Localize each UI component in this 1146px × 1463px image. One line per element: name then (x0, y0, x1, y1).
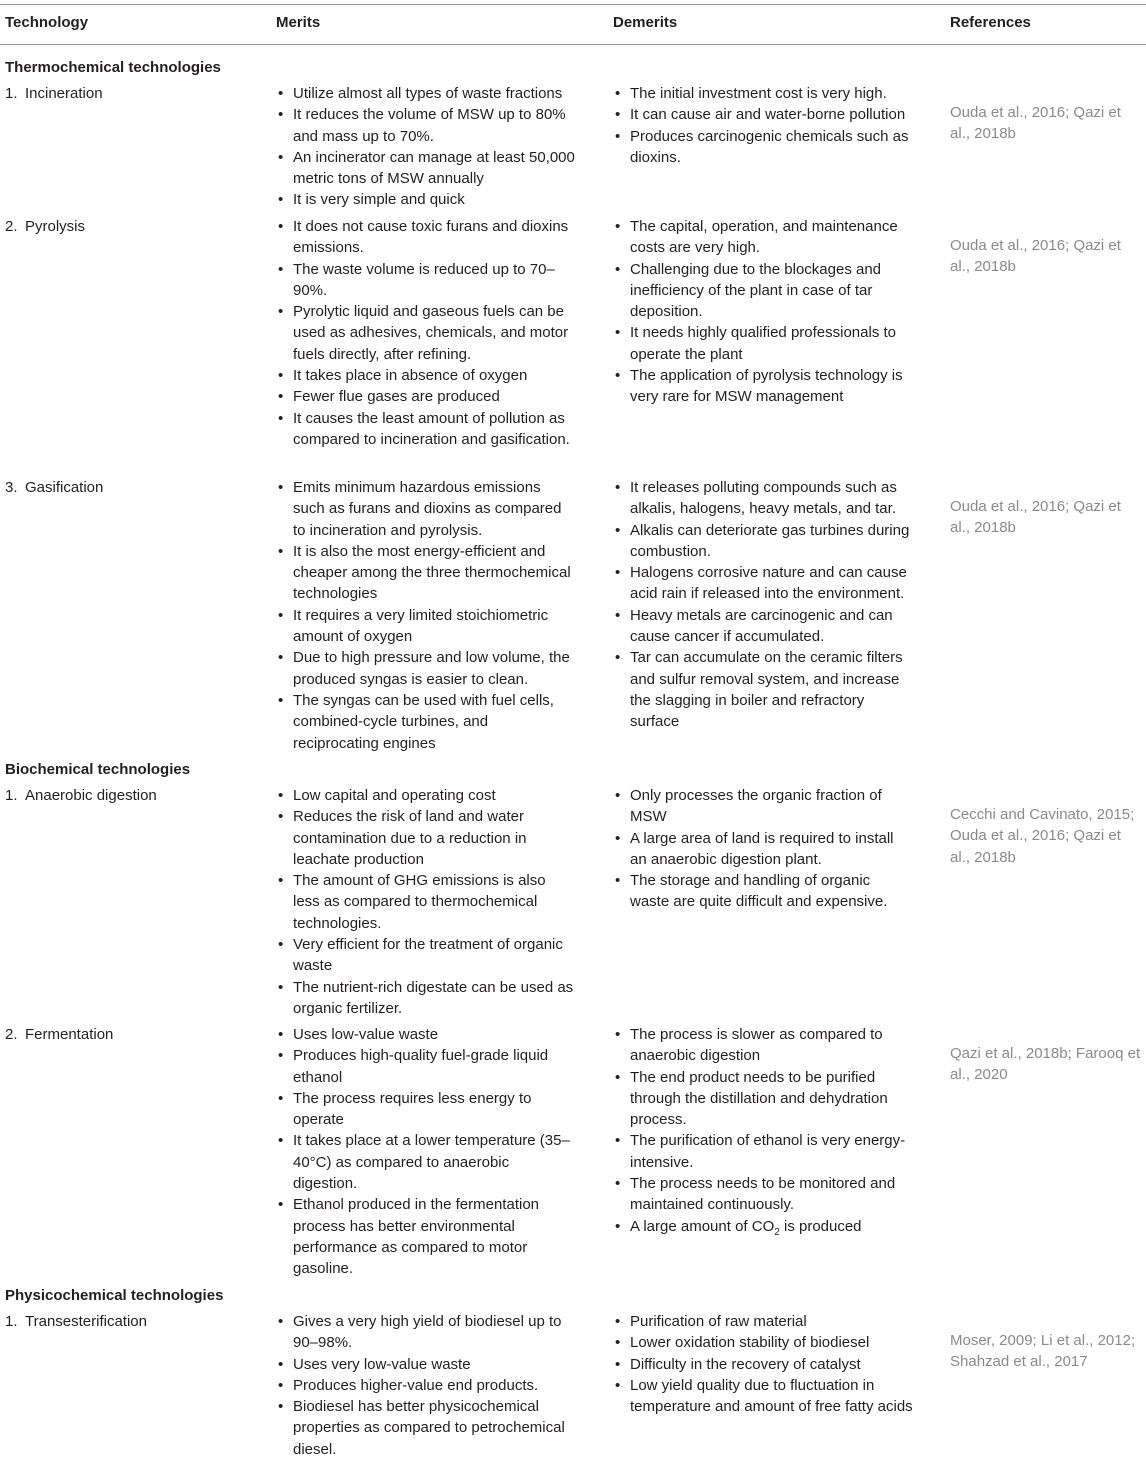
demerit-item: • Only processes the organic fraction of MSW (613, 785, 913, 828)
technology-transesterification (5, 1313, 147, 1331)
technology-anaerobic-digestion (5, 787, 157, 805)
demerit-item: • Difficulty in the recovery of catalyst (613, 1354, 913, 1375)
header-demerits: Demerits (613, 14, 678, 31)
demerit-item: • The application of pyrolysis technology is very rare for MSW management (613, 365, 913, 408)
merits-list-pyrolysis (276, 216, 576, 450)
merit-item: • The waste volume is reduced up to 70–90%. (276, 259, 576, 302)
section-title-thermochemical: Thermochemical technologies (5, 59, 221, 76)
demerit-item: • The end product needs to be purified through the distillation and dehydration process. (613, 1067, 913, 1131)
co2-text-before: A large amount of CO (630, 1217, 775, 1235)
row-number: 3. (5, 479, 18, 496)
merit-item: • The syngas can be used with fuel cells, combined-cycle turbines, and reciprocating engines (276, 690, 576, 754)
merit-item: • An incinerator can manage at least 50,000 metric tons of MSW annually (276, 147, 576, 190)
section-title-physicochemical: Physicochemical technologies (5, 1287, 224, 1304)
technology-name: Pyrolysis (25, 218, 86, 235)
co2-subscript: 2 (774, 1226, 780, 1238)
demerit-item: • Purification of raw material (613, 1311, 913, 1332)
references-gasification: Ouda et al., 2016; Qazi et al., 2018b (950, 498, 1121, 537)
technology-name: Anaerobic digestion (25, 787, 157, 804)
top-rule (0, 4, 1146, 5)
merits-list-incineration (276, 83, 576, 211)
merit-item: • Uses very low-value waste (276, 1354, 576, 1375)
row-number: 1. (5, 787, 18, 804)
references-fermentation: Qazi et al., 2018b; Farooq et al., 2020 (950, 1045, 1141, 1084)
merit-item: • It is also the most energy-efficient and cheaper among the three thermochemical technologies (276, 541, 576, 605)
demerit-item: • It needs highly qualified professionals to operate the plant (613, 322, 913, 365)
merit-item: • Biodiesel has better physicochemical properties as compared to petrochemical diesel. (276, 1396, 576, 1460)
demerit-item-co2 (613, 1216, 913, 1237)
technology-fermentation (5, 1026, 113, 1044)
merit-item: • The amount of GHG emissions is also less as compared to thermochemical technologies. (276, 870, 576, 934)
demerit-item: • The initial investment cost is very high. (613, 83, 913, 104)
section-title-biochemical: Biochemical technologies (5, 761, 191, 778)
demerits-list-incineration (613, 83, 913, 168)
technology-name: Fermentation (25, 1026, 114, 1043)
merits-list-fermentation (276, 1024, 576, 1280)
header-merits: Merits (276, 14, 321, 31)
demerit-item: • The process is slower as compared to anaerobic digestion (613, 1024, 913, 1067)
demerit-item: • The process needs to be monitored and maintained continuously. (613, 1173, 913, 1216)
technology-incineration (5, 85, 103, 103)
merit-item: • Utilize almost all types of waste fractions (276, 83, 576, 104)
demerits-list-pyrolysis (613, 216, 913, 408)
header-technology: Technology (5, 14, 89, 31)
demerit-item: • Heavy metals are carcinogenic and can cause cancer if accumulated. (613, 605, 913, 648)
row-number: 1. (5, 85, 18, 102)
row-number: 1. (5, 1313, 18, 1330)
merit-item: • Due to high pressure and low volume, the produced syngas is easier to clean. (276, 647, 576, 690)
merit-item: • Low capital and operating cost (276, 785, 576, 806)
merit-item: • Pyrolytic liquid and gaseous fuels can be used as adhesives, chemicals, and motor fuels directly, after refining. (276, 301, 576, 365)
demerit-item: • The storage and handling of organic waste are quite difficult and expensive. (613, 870, 913, 913)
co2-text-after: is produced (779, 1217, 862, 1235)
merit-item: • Produces high-quality fuel-grade liquid ethanol (276, 1045, 576, 1088)
merits-list-transesterification (276, 1311, 576, 1460)
merit-item: • It requires a very limited stoichiometric amount of oxygen (276, 605, 576, 648)
merit-item: • It causes the least amount of pollution as compared to incineration and gasification. (276, 408, 576, 451)
references-anaerobic-digestion: Cecchi and Cavinato, 2015; Ouda et al., 2016; Qazi et al., 2018b (950, 806, 1135, 866)
header-rule (0, 44, 1146, 45)
technology-gasification (5, 479, 103, 497)
merit-item: • Very efficient for the treatment of organic waste (276, 934, 576, 977)
merits-list-gasification (276, 477, 576, 754)
merit-item: • Produces higher-value end products. (276, 1375, 576, 1396)
technology-name: Transesterification (25, 1313, 147, 1330)
demerits-list-fermentation (613, 1024, 913, 1237)
demerits-list-transesterification (613, 1311, 913, 1417)
demerit-item: • Produces carcinogenic chemicals such as dioxins. (613, 126, 913, 169)
merit-item: • Uses low-value waste (276, 1024, 576, 1045)
merit-item: • It is very simple and quick (276, 189, 576, 210)
demerit-item: • It can cause air and water-borne pollution (613, 104, 913, 125)
merit-item: • The process requires less energy to operate (276, 1088, 576, 1131)
demerit-item: • The purification of ethanol is very energy-intensive. (613, 1130, 913, 1173)
demerit-item: • Tar can accumulate on the ceramic filters and sulfur removal system, and increase the slagging in boiler and refractory surface (613, 647, 913, 732)
merit-item: • Emits minimum hazardous emissions such as furans and dioxins as compared to incineration and pyrolysis. (276, 477, 576, 541)
merit-item: • It reduces the volume of MSW up to 80% and mass up to 70%. (276, 104, 576, 147)
merit-item: • Ethanol produced in the fermentation process has better environmental performance as compared to motor gasoline. (276, 1194, 576, 1279)
merit-item: • It takes place in absence of oxygen (276, 365, 576, 386)
demerits-list-anaerobic-digestion (613, 785, 913, 913)
row-number: 2. (5, 1026, 18, 1043)
demerit-item: • Halogens corrosive nature and can cause acid rain if released into the environment. (613, 562, 913, 605)
row-number: 2. (5, 218, 18, 235)
merit-item: • Gives a very high yield of biodiesel up to 90–98%. (276, 1311, 576, 1354)
merit-item: • It takes place at a lower temperature (35–40°C) as compared to anaerobic digestion. (276, 1130, 576, 1194)
demerit-item: • Challenging due to the blockages and inefficiency of the plant in case of tar deposition. (613, 259, 913, 323)
merit-item: • Reduces the risk of land and water contamination due to a reduction in leachate production (276, 806, 576, 870)
references-transesterification: Moser, 2009; Li et al., 2012; Shahzad et al., 2017 (950, 1332, 1136, 1371)
header-references: References (950, 14, 1031, 31)
references-pyrolysis: Ouda et al., 2016; Qazi et al., 2018b (950, 237, 1121, 276)
demerit-item: • Low yield quality due to fluctuation in temperature and amount of free fatty acids (613, 1375, 913, 1418)
technology-name: Incineration (25, 85, 103, 102)
demerit-item: • It releases polluting compounds such as alkalis, halogens, heavy metals, and tar. (613, 477, 913, 520)
demerit-item: • Lower oxidation stability of biodiesel (613, 1332, 913, 1353)
technology-name: Gasification (25, 479, 104, 496)
merits-list-anaerobic-digestion (276, 785, 576, 1019)
merit-item: • It does not cause toxic furans and dioxins emissions. (276, 216, 576, 259)
demerit-item: • A large area of land is required to install an anaerobic digestion plant. (613, 828, 913, 871)
demerits-list-gasification (613, 477, 913, 733)
demerit-item: • Alkalis can deteriorate gas turbines during combustion. (613, 520, 913, 563)
technology-pyrolysis (5, 218, 85, 236)
references-incineration: Ouda et al., 2016; Qazi et al., 2018b (950, 104, 1121, 143)
merit-item: • Fewer flue gases are produced (276, 386, 576, 407)
demerit-item: • The capital, operation, and maintenance costs are very high. (613, 216, 913, 259)
merit-item: • The nutrient-rich digestate can be used as organic fertilizer. (276, 977, 576, 1020)
